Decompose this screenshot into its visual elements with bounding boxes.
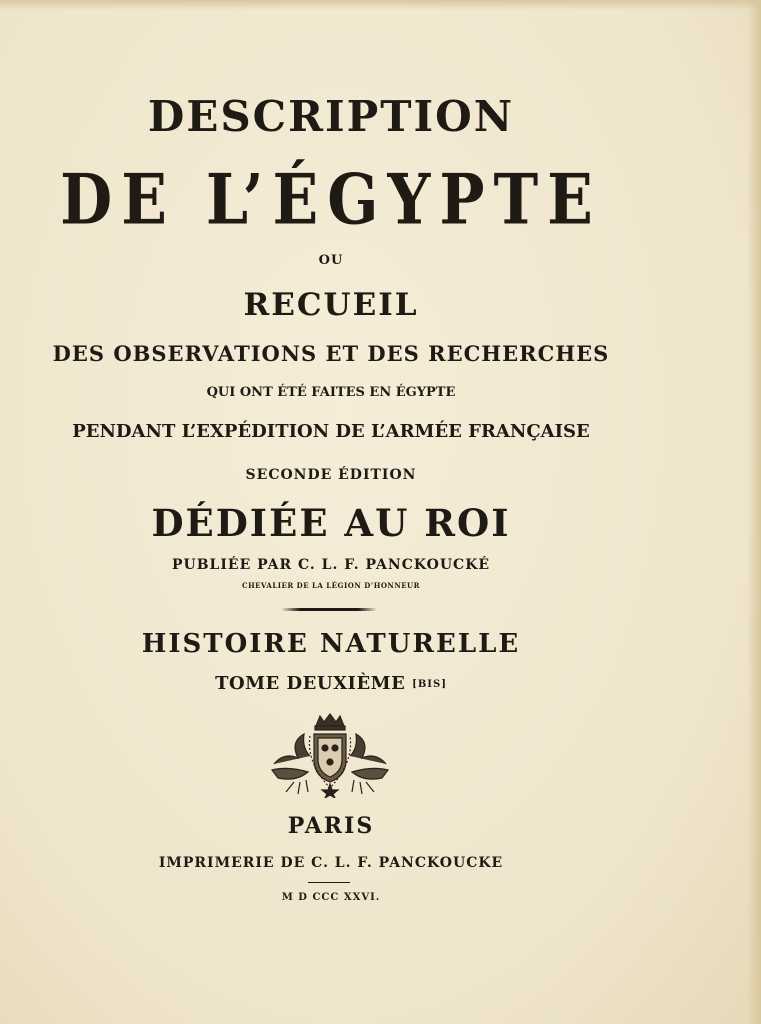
volume-title xyxy=(0,675,662,693)
subtitle-faites-en-egypte: QUI ONT ÉTÉ FAITES EN ÉGYPTE xyxy=(206,385,456,400)
edition-label: SECONDE ÉDITION xyxy=(245,467,417,483)
ornamental-rule xyxy=(281,608,377,611)
volume-suffix: [BIS] xyxy=(412,679,447,690)
section-title: HISTOIRE NATURELLE xyxy=(141,629,521,659)
printer: IMPRIMERIE DE C. L. F. PANCKOUCKE xyxy=(158,855,504,871)
publisher-honor: CHEVALIER DE LA LÉGION D’HONNEUR xyxy=(242,581,420,590)
publisher-line: PUBLIÉE PAR C. L. F. PANCKOUCKÉ xyxy=(171,557,491,573)
dedication: DÉDIÉE AU ROI xyxy=(151,501,511,545)
small-rule xyxy=(308,882,350,883)
title-recueil: RECUEIL xyxy=(243,287,419,323)
city: PARIS xyxy=(287,813,375,839)
volume-label: TOME DEUXIÈME xyxy=(215,673,406,694)
title-de-l-egypte: DE L’ÉGYPTE xyxy=(60,160,602,241)
title-ou: OU xyxy=(318,253,344,268)
subtitle-observations: DES OBSERVATIONS ET DES RECHERCHES xyxy=(52,341,610,366)
year: M D CCC XXVI. xyxy=(281,892,381,903)
royal-coat-of-arms-icon xyxy=(268,712,392,798)
title-description: DESCRIPTION xyxy=(147,92,515,141)
subtitle-expedition: PENDANT L’EXPÉDITION DE L’ARMÉE FRANÇAISE xyxy=(72,421,590,442)
